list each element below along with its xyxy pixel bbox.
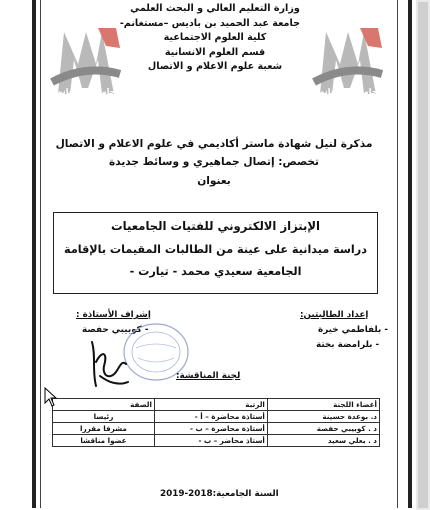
university-logo-right xyxy=(312,24,384,100)
student-2: - بلرامضة بختة xyxy=(316,340,380,350)
table-row xyxy=(53,423,380,435)
academic-year: السنة الجامعية:2018-2019 xyxy=(160,489,279,499)
table-cell: مشرفا مقررا xyxy=(53,423,155,435)
students-label: إعداد الطالبتين: xyxy=(300,310,369,320)
logo-right-text: جامعة مستغانم xyxy=(318,87,378,96)
supervisor-label: إشراف الأستاذة : xyxy=(76,310,151,320)
table-cell: عضوا مناقشا xyxy=(53,435,155,447)
table-cell: أستاذة محاضرة – ب - xyxy=(154,423,267,435)
logo-left-text: جامعة مستغانم xyxy=(56,87,116,96)
signature-icon xyxy=(86,336,132,392)
committee-label: لجنة المناقشة: xyxy=(176,371,241,381)
scrollbar-thumb[interactable] xyxy=(418,2,428,508)
mouse-cursor-icon xyxy=(44,387,58,407)
table-cell: أستاذة محاضرة – أ - xyxy=(154,411,267,423)
title-label: بعنوان xyxy=(197,175,231,187)
table-header: الصفة xyxy=(53,399,155,411)
university-line: جامعة عبد الحميد بن باديس –مستغانم- xyxy=(119,17,300,29)
division-line: شعبة علوم الاعلام و الاتصال xyxy=(147,61,283,72)
vertical-scrollbar[interactable] xyxy=(416,0,430,510)
table-cell: د. بوعدة حسينة xyxy=(267,411,379,423)
specialization-line: تخصص: إتصال جماهيري و وسائط جديدة xyxy=(108,156,320,168)
thesis-subtitle-line-1: دراسة ميدانية على عينة من الطالبات المقيمات بالإقامة xyxy=(64,243,367,256)
table-header-row xyxy=(53,399,380,411)
faculty-line: كلية العلوم الاجتماعية xyxy=(163,32,267,43)
thesis-main-title: الإبتزاز الالكتروني للفتيات الجامعيات xyxy=(111,219,320,233)
table-cell: د . كوبيبي حفصة xyxy=(267,423,379,435)
supervisor-name: - كوبيبي حفصة xyxy=(82,325,149,335)
table-row xyxy=(53,411,380,423)
table-header: أعضاء اللجنة xyxy=(267,399,379,411)
table-header: الرتبة xyxy=(154,399,267,411)
thesis-subtitle-line-2: الجامعية سعيدي محمد - تيارت - xyxy=(129,265,302,278)
table-row xyxy=(53,435,380,447)
institution-header xyxy=(119,2,300,75)
thesis-title-box xyxy=(53,212,378,294)
student-1: - بلفاطمي خيرة xyxy=(318,325,388,335)
university-logo-left xyxy=(50,24,122,100)
table-cell: د . بعلي سعيد xyxy=(267,435,379,447)
table-cell: رئيسا xyxy=(53,411,155,423)
table-cell: أستاذ محاضر – ب - xyxy=(154,435,267,447)
committee-table xyxy=(52,398,380,447)
ministry-line: وزارة التعليم العالي و البحث العلمي xyxy=(130,3,300,14)
thesis-degree-line: مذكرة لنيل شهادة ماستر أكاديمي في علوم الاعلام و الاتصال xyxy=(55,138,373,150)
department-line: قسم العلوم الانسانية xyxy=(164,46,266,58)
